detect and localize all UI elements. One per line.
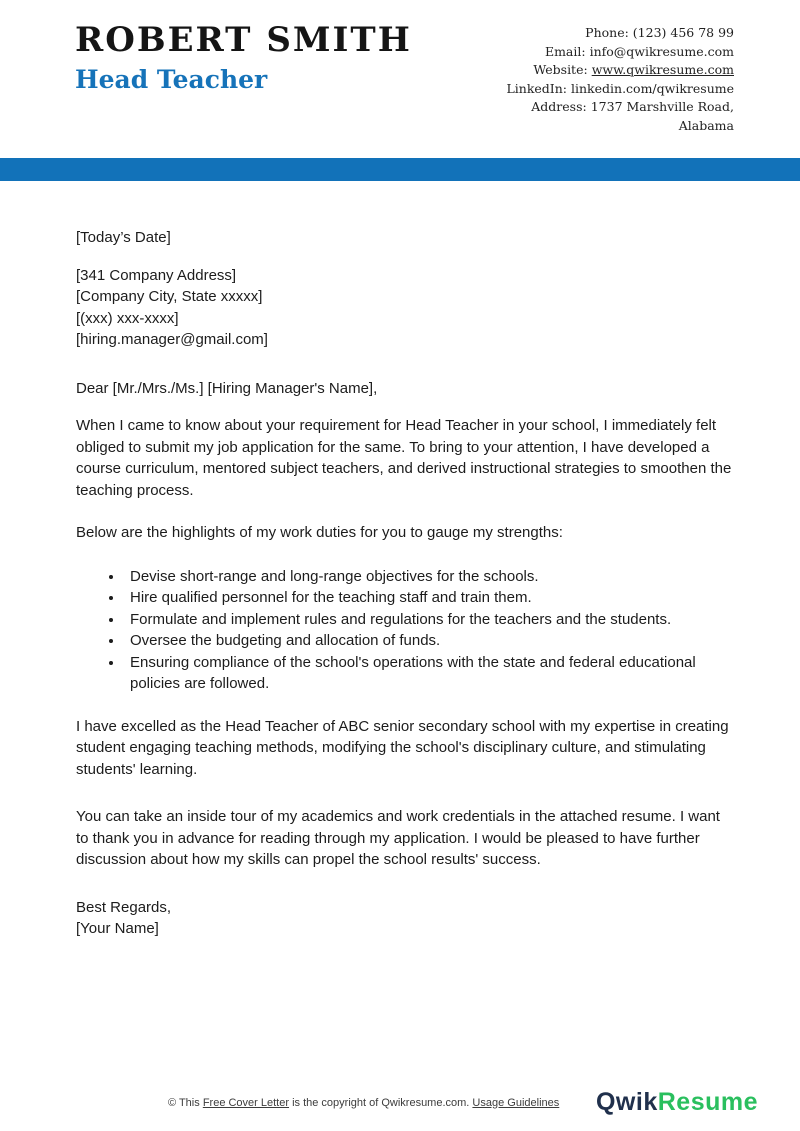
contact-address-label: Address: [531,99,587,114]
contact-info [506,22,734,158]
duties-list [76,566,734,695]
recipient-city-line: [Company City, State xxxxx] [76,288,263,305]
contact-address-line2 [506,117,734,136]
duty-item: • Devise short-range and long-range objectives for the schools. [124,566,734,588]
qwikresume-logo [596,1088,758,1117]
contact-address-value: 1737 Marshville Road, [590,99,734,114]
duty-item: • Formulate and implement rules and regulations for the teachers and the students. [124,609,734,631]
contact-website-link[interactable]: www.qwikresume.com [591,62,734,77]
person-job-title: Head Teacher [75,65,268,95]
salutation: Dear [Mr./Mrs./Ms.] [Hiring Manager's Name], [76,379,378,397]
page-footer [0,1088,800,1117]
letter-body [0,181,800,940]
date-line: [Today’s Date] [76,229,171,246]
signature-name: [Your Name] [76,920,159,937]
recipient-email-line: [hiring.manager@gmail.com] [76,331,268,348]
contact-phone-label: Phone: [585,25,629,40]
contact-phone-value: (123) 456 78 99 [632,25,734,40]
contact-email-value: info@qwikresume.com [589,43,734,59]
recipient-block [76,265,734,351]
recipient-phone-line: [(xxx) xxx-xxxx] [76,309,179,327]
usage-guidelines-link[interactable]: Usage Guidelines [472,1096,560,1109]
recipient-address-line: [341 Company Address] [76,266,237,284]
contact-email-label: Email: [544,43,586,59]
name-block [75,22,412,158]
contact-email [506,43,734,62]
signoff-block [76,897,734,940]
person-name: ROBERT SMITH [75,20,412,60]
contact-linkedin-label: LinkedIn: [506,80,568,96]
free-cover-letter-link[interactable]: Free Cover Letter [202,1096,290,1109]
contact-website [506,61,734,80]
contact-linkedin-value: linkedin.com/qwikresume [571,80,734,96]
letter-header [0,0,800,158]
contact-linkedin [506,80,734,99]
contact-website-label: Website: [533,62,588,77]
duty-item: • Oversee the budgeting and allocation of funds. [124,630,734,652]
paragraph-resume-invite: You can take an inside tour of my academics and work credentials in the attached resume. I want to thank you in advance for reading through my application. I would be pleased to have further discussion about how my skills can propel the school results' success. [76,808,720,868]
contact-address-value2: Alabama [678,117,734,133]
duty-item: • Ensuring compliance of the school's operations with the state and federal educational policies are followed. [124,652,734,695]
paragraph-experience: I have excelled as the Head Teacher of ABC senior secondary school with my expertise in creating student engaging teaching methods, modifying the school's disciplinary culture, and stimulating students' learning. [76,717,729,778]
copyright-line [168,1097,559,1109]
contact-phone [506,24,734,43]
signoff-line: Best Regards, [76,898,172,916]
paragraph-highlights-lead: Below are the highlights of my work duties for you to gauge my strengths: [76,524,563,541]
contact-address [506,98,734,117]
paragraph-intro: When I came to know about your requirement for Head Teacher in your school, I immediately felt obliged to submit my job application for the same. To bring to your attention, I have developed a course curriculum, mentored subject teachers, and derived instructional strategies to smoothen the teaching process. [76,417,732,499]
copyright-prefix: © This [168,1096,203,1109]
copyright-middle: is the copyright of Qwikresume.com. [289,1096,473,1109]
logo-qwik-text: Qwik [595,1088,658,1116]
logo-resume-text: Resume [657,1088,758,1116]
header-divider-bar [0,158,800,181]
duty-item: • Hire qualified personnel for the teaching staff and train them. [124,587,734,609]
